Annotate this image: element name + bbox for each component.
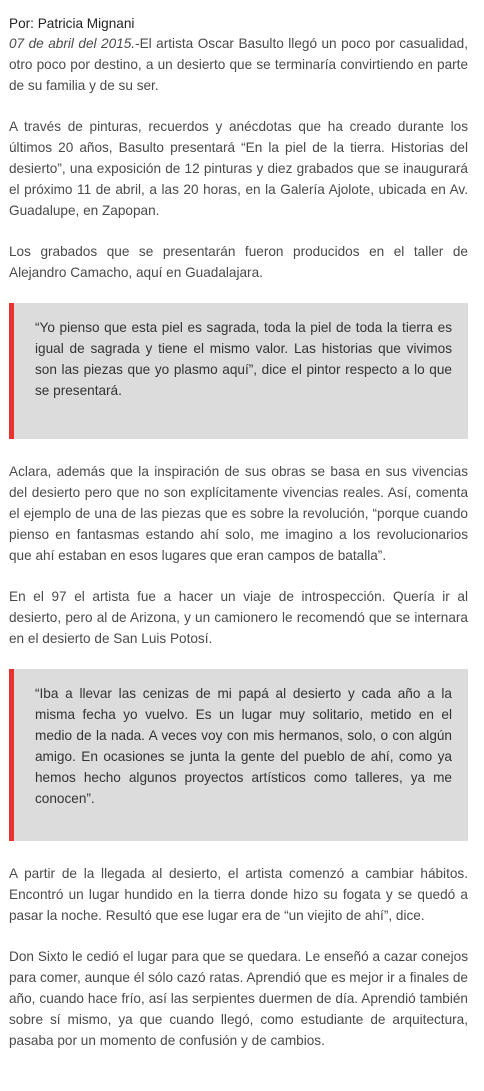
article-date: 07 de abril del 2015. <box>9 36 136 51</box>
blockquote-text: “Yo pienso que esta piel es sagrada, toda la piel de toda la tierra es igual de sagrada y tiene el mismo valor. Las historias que vivimos son las piezas que yo plasmo aquí”, dice el pintor respecto a lo que se presentará. <box>35 320 452 398</box>
paragraph: Aclara, además que la inspiración de sus obras se basa en sus vivencias del desierto pero que no son explícitamente vivencias reales. Así, comenta el ejemplo de una de las piezas que es sobre la revolución, “porque cuando pienso en fantasmas estando ahí solo, me imagino a los revolucionarios que ahí estaban en esos lugares que eran campos de batalla”. <box>9 464 468 563</box>
paragraph: Don Sixto le cedió el lugar para que se quedara. Le enseñó a cazar conejos para comer, aunque él sólo cazó ratas. Aprendió que es mejor ir a finales de año, cuando hace frío, así las serpientes duermen de día. Aprendió también sobre sí mismo, ya que cuando llegó, como estudiante de arquitectura, pasaba por un momento de confusión y de cambios. <box>9 949 468 1048</box>
paragraph: A través de pinturas, recuerdos y anécdotas que ha creado durante los últimos 20 años, Basulto presentará “En la piel de la tierra. Historias del desierto”, una exposición de 12 pinturas y diez grabados que se inaugurará el próximo 11 de abril, a las 20 horas, en la Galería Ajolote, ubicada en Av. Guadalupe, en Zapopan. <box>9 119 468 218</box>
paragraph: Los grabados que se presentarán fueron producidos en el taller de Alejandro Camacho, aquí en Guadalajara. <box>9 244 468 280</box>
paragraph-intro <box>9 33 468 96</box>
paragraph-intro-text: -El artista Oscar Basulto llegó un poco por casualidad, otro poco por destino, a un desierto que se terminaría convirtiendo en parte de su familia y de su ser. <box>9 36 468 93</box>
blockquote <box>9 303 468 439</box>
byline: Por: Patricia Mignani <box>9 16 135 31</box>
paragraph: A partir de la llegada al desierto, el artista comenzó a cambiar hábitos. Encontró un lugar hundido en la tierra donde hizo su fogata y se quedó a pasar la noche. Resultó que ese lugar era de “un viejito de ahí”, dice. <box>9 866 468 923</box>
blockquote-text: “Iba a llevar las cenizas de mi papá al desierto y cada año a la misma fecha yo vuelvo. Es un lugar muy solitario, metido en el medio de la nada. A veces voy con mis hermanos, solo, o con algún amigo. En ocasiones se junta la gente del pueblo de ahí, como ya hemos hecho algunos proyectos artísticos como talleres, ya me conocen”. <box>35 686 452 806</box>
blockquote-accent-bar <box>9 669 14 841</box>
blockquote-accent-bar <box>9 303 14 439</box>
blockquote <box>9 669 468 841</box>
paragraph: En el 97 el artista fue a hacer un viaje de introspección. Quería ir al desierto, pero al de Arizona, y un camionero le recomendó que se internara en el desierto de San Luis Potosí. <box>9 589 468 646</box>
